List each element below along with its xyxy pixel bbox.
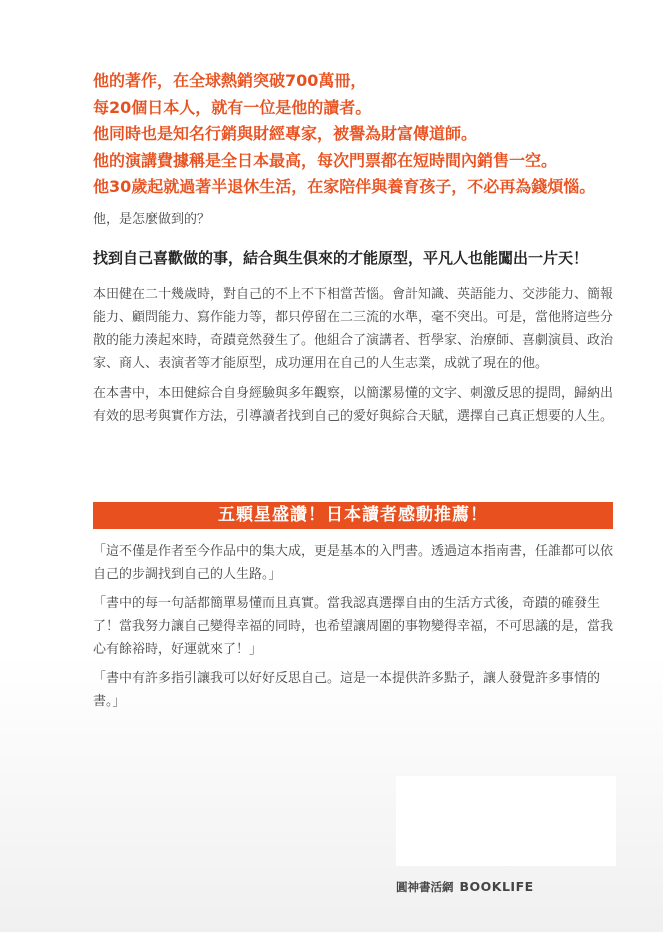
- description: [93, 283, 613, 435]
- subheading: 找到自己喜歡做的事，結合與生俱來的才能原型，平凡人也能闖出一片天！: [93, 249, 589, 267]
- publisher-name: 圓神書活網: [396, 880, 454, 894]
- publisher-logo: BOOKLIFE: [459, 879, 534, 894]
- review-quote: 「書中的每一句話都簡單易懂而且真實。當我認真選擇自由的生活方式後，奇蹟的確發生了！當我努力讓自己變得幸福的同時，也希望讓周圍的事物變得幸福，不可思議的是，當我心有餘裕時，好運就來了！」: [93, 596, 614, 657]
- highlight-line: 他的演講費據稱是全日本最高，每次門票都在短時間內銷售一空。: [93, 150, 558, 170]
- question-line: 他，是怎麼做到的？: [93, 212, 211, 227]
- highlight-line: 每20個日本人，就有一位是他的讀者。: [93, 97, 372, 117]
- review-quote: 「這不僅是作者至今作品中的集大成，更是基本的入門書。透過這本指南書，任誰都可以依自己的步調找到自己的人生路。」: [93, 544, 614, 582]
- review-quote: 「書中有許多指引讓我可以好好反思自己。這是一本提供許多點子，讓人發覺許多事情的書。」: [93, 671, 601, 709]
- publisher-footer: [396, 879, 534, 895]
- highlight-line: 他的著作，在全球熱銷突破700萬冊，: [93, 71, 367, 90]
- barcode-area: [396, 776, 616, 866]
- reviews-banner: 五顆星盛讚！日本讀者感動推薦！: [93, 502, 613, 529]
- description-paragraph: 本田健在二十幾歲時，對自己的不上不下相當苦惱。會計知識、英語能力、交涉能力、簡報能力、顧問能力、寫作能力等，都只停留在二三流的水準，毫不突出。可是，當他將這些分散的能力湊起來時，奇蹟竟然發生了。他組合了演講者、哲學家、治療師、喜劇演員、政治家、商人、表演者等才能原型，成功運用在自己的人生志業，成就了現在的他。: [93, 287, 614, 371]
- highlight-line: 他30歲起就過著半退休生活，在家陪伴與養育孩子，不必再為錢煩惱。: [93, 177, 596, 196]
- author-highlights: [93, 68, 633, 201]
- description-paragraph: 在本書中，本田健綜合自身經驗與多年觀察，以簡潔易懂的文字、刺激反思的提問，歸納出有效的思考與實作方法，引導讀者找到自己的愛好與綜合天賦，選擇自己真正想要的人生。: [93, 386, 614, 424]
- reader-reviews: [93, 540, 613, 719]
- highlight-line: 他同時也是知名行銷與財經專家，被譽為財富傳道師。: [93, 124, 478, 143]
